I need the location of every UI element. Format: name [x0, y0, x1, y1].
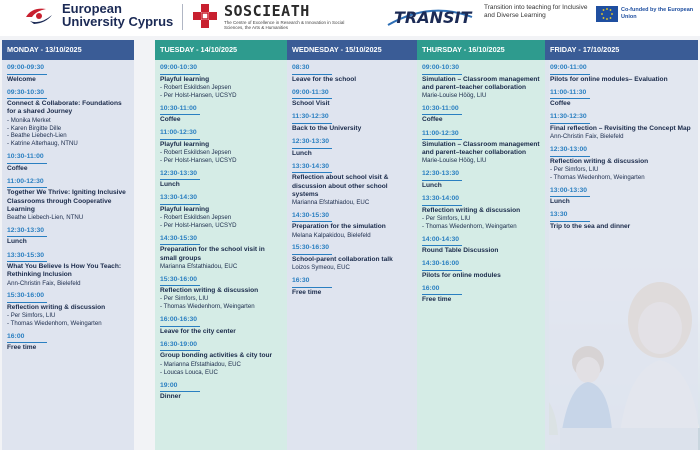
schedule-slot [550, 146, 693, 182]
slot-time: 12:30-13:30 [7, 226, 45, 234]
slot-presenter: - Beathe Liebech-Lien [7, 132, 67, 140]
time-underline [160, 326, 200, 327]
slot-title: Final reflection – Revisiting the Concept Map [550, 124, 691, 132]
slot-title: Simulation – Classroom management and parent–teacher collaboration [422, 141, 540, 157]
slot-time: 16:00-16:30 [160, 316, 198, 324]
slot-time: 14:00-14:30 [422, 235, 460, 243]
slot-presenter: Marie-Louise Höög, LIU [422, 157, 487, 165]
schedule-slot [422, 260, 544, 280]
slot-title: Reflection writing & discussion [7, 303, 106, 311]
time-underline [292, 98, 332, 99]
slot-time: 12:30-13:30 [160, 169, 198, 177]
schedule-slot [550, 187, 693, 207]
slot-title: Lunch [422, 181, 442, 189]
slot-title: School-parent collaboration talk [292, 255, 393, 263]
schedule-slot [160, 105, 282, 125]
slot-time: 16:00 [422, 284, 440, 292]
slot-title: Back to the University [292, 124, 362, 132]
slot-presenter: - Marianna Efstathiadou, EUC [160, 360, 241, 368]
schedule-slot [160, 276, 282, 312]
slot-time: 13:30-14:30 [160, 194, 198, 202]
time-underline [422, 294, 462, 295]
schedule-slot [7, 252, 129, 288]
slot-time: 09:30-10:30 [7, 88, 45, 96]
time-underline [550, 196, 590, 197]
schedule-slot [422, 170, 544, 190]
time-underline [160, 179, 200, 180]
slot-presenter: - Thomas Wiedenhorn, Weingarten [550, 173, 645, 181]
slot-time: 19:00 [160, 381, 178, 389]
slot-presenter: Ann-Christin Faix, Bielefeld [7, 279, 81, 287]
slot-time: 11:00-12:30 [422, 129, 459, 137]
slot-presenter: - Thomas Wiedenhorn, Weingarten [160, 303, 255, 311]
schedule-slot [292, 212, 414, 240]
slot-time: 09:00-10:30 [160, 64, 198, 71]
time-underline [422, 114, 462, 115]
transit-logo-icon [384, 5, 476, 27]
day-schedule [2, 60, 134, 450]
slot-presenter: - Katrine Alterhaug, NTNU [7, 140, 78, 148]
slot-title: Leave for the school [292, 75, 357, 83]
slot-time: 12:30-13:30 [422, 170, 460, 178]
time-underline [550, 74, 590, 75]
schedule-slot [160, 235, 282, 271]
schedule-slot [422, 130, 544, 166]
soscieath-subtitle: The Centre of Excellence in Research & Innovation in Social Sciences, the Arts & Humanities [224, 20, 345, 30]
slot-title: Playful learning [160, 205, 210, 213]
slot-title: Pilots for online modules– Evaluation [550, 75, 668, 83]
slot-title: Leave for the city center [160, 327, 236, 335]
time-underline [7, 187, 47, 188]
time-underline [7, 74, 47, 75]
slot-title: Dinner [160, 393, 181, 400]
schedule-slot [7, 178, 129, 222]
day-header: MONDAY - 13/10/2025 [2, 40, 134, 60]
slot-title: Group bonding activities & city tour [160, 352, 273, 360]
soscieath-title: SOSCIEATH [224, 2, 310, 20]
time-underline [292, 123, 332, 124]
schedule-slot [292, 138, 414, 158]
slot-presenter: - Per Simfors, LIU [7, 312, 56, 320]
time-underline [7, 302, 47, 303]
slot-time: 09:00-11:00 [550, 64, 587, 71]
schedule-slot [7, 292, 129, 328]
slot-presenter: - Loucas Louca, EUC [160, 368, 218, 376]
time-underline [7, 261, 47, 262]
slot-time: 10:30-11:00 [160, 104, 197, 112]
time-underline [550, 123, 590, 124]
slot-title: Lunch [292, 149, 312, 157]
time-underline [160, 204, 200, 205]
slot-title: Lunch [7, 238, 27, 246]
schedule-slot [292, 113, 414, 133]
day-column-1 [2, 40, 134, 450]
slot-time: 14:30-15:30 [292, 211, 330, 219]
slot-time: 13:30-15:30 [7, 251, 45, 259]
time-underline [160, 350, 200, 351]
slot-title: Free time [292, 288, 322, 296]
slot-title: Welcome [7, 75, 36, 83]
slot-presenter: - Per Holst-Hansen, UCSYD [160, 222, 237, 230]
day-schedule [155, 60, 287, 450]
slot-presenter: - Monika Merket [7, 116, 51, 124]
time-underline [160, 139, 200, 140]
time-underline [7, 236, 47, 237]
schedule-slot [550, 64, 693, 84]
transit-wordmark: TRANSIT [394, 8, 472, 27]
schedule-slot [160, 64, 282, 100]
day-header: TUESDAY - 14/10/2025 [155, 40, 287, 60]
header-divider [182, 4, 183, 30]
time-underline [422, 205, 462, 206]
slot-presenter: - Per Simfors, LIU [550, 165, 599, 173]
time-underline [550, 98, 590, 99]
slot-time: 12:30-13:30 [292, 138, 330, 146]
slot-title: Reflection about school visit & discussion about other school systems [292, 174, 389, 198]
schedule-slot [292, 64, 414, 84]
slot-title: Coffee [160, 116, 181, 124]
day-header: FRIDAY - 17/10/2025 [545, 40, 698, 60]
time-underline [550, 221, 590, 222]
schedule-slot [422, 236, 544, 256]
schedule-slot [550, 113, 693, 141]
schedule-slot [160, 194, 282, 230]
slot-title: Connect & Collaborate: Foundations for a shared Journey [7, 100, 122, 116]
schedule-slot [550, 89, 693, 109]
slot-title: Pilots for online modules [422, 271, 501, 279]
european-university-cyprus-logo-icon [24, 5, 54, 27]
slot-title: Trip to the sea and dinner [550, 222, 631, 230]
slot-time: 08:30 [292, 64, 310, 71]
time-underline [422, 245, 462, 246]
day-schedule [417, 60, 549, 450]
eu-flag-icon [596, 6, 618, 22]
slot-presenter: Marianna Efstathiadou, EUC [292, 198, 370, 206]
time-underline [550, 156, 590, 157]
schedule-slot [422, 195, 544, 231]
slot-presenter: - Robert Eskildsen Jepsen [160, 148, 232, 156]
slot-title: Playful learning [160, 75, 210, 83]
slot-time: 11:00-11:30 [550, 88, 587, 96]
transit-subtitle: Transition into teaching for Inclusive and Diverse Learning [484, 4, 588, 19]
slot-time: 15:30-16:00 [7, 292, 45, 300]
time-underline [422, 180, 462, 181]
schedule-slot [160, 316, 282, 336]
slot-time: 16:30-19:00 [160, 340, 198, 348]
schedule-slot [292, 244, 414, 272]
time-underline [7, 342, 47, 343]
schedule-slot [422, 285, 544, 305]
slot-title: Coffee [550, 100, 571, 108]
slot-title: Preparation for the simulation [292, 223, 386, 231]
slot-time: 10:30-11:00 [422, 104, 459, 112]
schedule-slot [7, 333, 129, 353]
day-schedule [545, 60, 698, 450]
time-underline [292, 254, 332, 255]
slot-title: Preparation for the school visit in small groups [160, 246, 265, 262]
time-underline [160, 74, 200, 75]
slot-time: 14:30-16:00 [422, 260, 460, 268]
slot-time: 15:30-16:00 [160, 275, 198, 283]
day-column-4 [417, 40, 549, 450]
slot-time: 11:00-12:30 [7, 177, 44, 185]
schedule-slot [7, 89, 129, 149]
schedule-slot [292, 163, 414, 207]
slot-presenter: Marie-Louise Höög, LIU [422, 91, 487, 99]
slot-presenter: - Per Simfors, LIU [422, 214, 471, 222]
time-underline [292, 74, 332, 75]
slot-time: 09:00-10:30 [422, 64, 460, 71]
time-underline [292, 287, 332, 288]
soscieath-logo-icon [192, 3, 218, 29]
schedule-slot [422, 105, 544, 125]
slot-time: 13:30-14:30 [292, 162, 330, 170]
slot-time: 11:30-12:30 [292, 113, 329, 121]
day-column-2 [155, 40, 287, 450]
page-header [0, 0, 700, 38]
slot-presenter: Marianna Efstathiadou, EUC [160, 262, 238, 270]
slot-presenter: - Thomas Wiedenhorn, Weingarten [422, 222, 517, 230]
slot-title: Reflection writing & discussion [160, 287, 259, 295]
time-underline [160, 285, 200, 286]
schedule-slot [7, 227, 129, 247]
slot-presenter: - Per Holst-Hansen, UCSYD [160, 91, 237, 99]
schedule-slot [7, 64, 129, 84]
slot-time: 16:30 [292, 277, 310, 285]
co-funded-label: Co-funded by the European Union [621, 7, 694, 20]
slot-presenter: - Thomas Wiedenhorn, Weingarten [7, 320, 102, 328]
slot-title: Lunch [160, 181, 180, 189]
slot-time: 13:00-13:30 [550, 186, 588, 194]
time-underline [292, 172, 332, 173]
slot-presenter: - Robert Eskildsen Jepsen [160, 214, 232, 222]
schedule-slot [160, 170, 282, 190]
time-underline [422, 139, 462, 140]
slot-time: 13:30 [550, 211, 568, 219]
slot-time: 12:30-13:00 [550, 146, 588, 154]
slot-time: 11:30-12:30 [550, 113, 587, 121]
time-underline [160, 244, 200, 245]
slot-presenter: - Karen Birgitte Dille [7, 124, 62, 132]
schedule-slot [292, 277, 414, 297]
day-schedule [287, 60, 419, 450]
slot-title: Lunch [550, 198, 570, 206]
slot-time: 13:30-14:00 [422, 195, 460, 203]
schedule-slot [160, 341, 282, 377]
time-underline [292, 148, 332, 149]
slot-time: 09:00-11:30 [292, 88, 329, 96]
slot-title: Playful learning [160, 140, 210, 148]
slot-title: What You Believe Is How You Teach: Rethinking Inclusion [7, 263, 122, 279]
eu-cyprus-wordmark: European University Cyprus [62, 1, 174, 29]
time-underline [7, 98, 47, 99]
slot-presenter: Beathe Liebech-Lien, NTNU [7, 214, 84, 222]
slot-title: Reflection writing & discussion [550, 157, 649, 165]
slot-title: Coffee [422, 116, 443, 124]
schedule-slot [160, 129, 282, 165]
slot-time: 15:30-16:30 [292, 244, 330, 252]
slot-presenter: Melana Kalpakidou, Bielefeld [292, 231, 371, 239]
schedule-slot [422, 64, 544, 100]
time-underline [422, 74, 462, 75]
schedule-slot [7, 153, 129, 173]
slot-title: Round Table Discussion [422, 247, 499, 255]
slot-title: Reflection writing & discussion [422, 206, 521, 214]
time-underline [422, 270, 462, 271]
slot-time: 16:00 [7, 332, 25, 340]
slot-title: Simulation – Classroom management and parent–teacher collaboration [422, 75, 540, 91]
slot-title: Coffee [7, 164, 28, 172]
slot-title: School Visit [292, 100, 330, 108]
slot-title: Together We Thrive: Igniting Inclusive Classrooms through Cooperative Learning [7, 189, 126, 213]
slot-time: 11:00-12:30 [160, 129, 197, 137]
day-column-5 [545, 40, 698, 450]
slot-title: Free time [422, 296, 452, 304]
schedule-slot [550, 211, 693, 231]
schedule-slot [292, 89, 414, 109]
slot-title: Free time [7, 344, 37, 352]
slot-presenter: - Per Holst-Hansen, UCSYD [160, 156, 237, 164]
time-underline [7, 163, 47, 164]
day-header: THURSDAY - 16/10/2025 [417, 40, 549, 60]
slot-presenter: Loizos Symeou, EUC [292, 264, 350, 272]
slot-presenter: - Robert Eskildsen Jepsen [160, 83, 232, 91]
schedule-slot [160, 382, 282, 402]
day-header: WEDNESDAY - 15/10/2025 [287, 40, 419, 60]
slot-time: 14:30-15:30 [160, 234, 198, 242]
day-column-3 [287, 40, 419, 450]
slot-presenter: Ann-Christin Faix, Bielefeld [550, 133, 624, 141]
slot-time: 10:30-11:00 [7, 153, 44, 161]
slot-presenter: - Per Simfors, LIU [160, 295, 209, 303]
slot-time: 09:00-09:30 [7, 64, 45, 71]
time-underline [160, 391, 200, 392]
time-underline [160, 114, 200, 115]
time-underline [292, 221, 332, 222]
